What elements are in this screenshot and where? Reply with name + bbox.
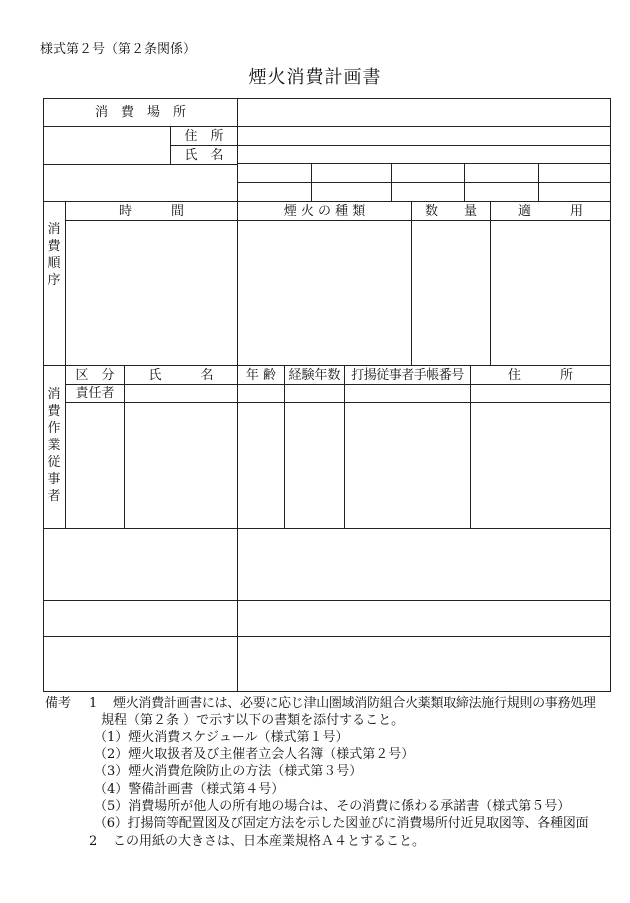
attachment-item: （1）煙火消費スケジュール（様式第１号） xyxy=(94,730,349,745)
consumption-place-label: 消 費 場 所 xyxy=(94,105,186,120)
header-worker-name: 氏 名 xyxy=(148,368,214,383)
attachment-item: （6）打揚筒等配置図及び固定方法を示した図並びに消費場所付近見取図等、各種図面 xyxy=(94,816,589,831)
note-1-text-cont: 規程（第２条 ）で示す以下の書類を添付すること。 xyxy=(101,713,405,728)
note-2-number: 2 xyxy=(89,834,98,849)
header-quantity: 数 量 xyxy=(424,204,477,219)
header-experience-years: 経験年数 xyxy=(288,368,341,383)
address-label: 住 所 xyxy=(184,129,224,144)
page-title: 煙火消費計画書 xyxy=(248,67,382,88)
header-handbook-number: 打揚従事者手帳番号 xyxy=(351,368,464,383)
order-section-label: 消費順序 xyxy=(47,222,61,288)
name-label: 氏 名 xyxy=(184,148,224,163)
attachment-item: （4）警備計画書（様式第４号） xyxy=(94,782,285,797)
notes-label: 備考 xyxy=(45,696,72,711)
attachment-item: （5）消費場所が他人の所有地の場合は、その消費に係わる承諾書（様式第５号） xyxy=(94,799,571,814)
responsible-person-label: 責任者 xyxy=(75,386,115,401)
attachment-item: （2）煙火取扱者及び主催者立会人名簿（様式第２号） xyxy=(94,747,415,762)
note-1-text: 煙火消費計画書には、必要に応じ津山圏域消防組合火薬類取締法施行規則の事務処理 xyxy=(113,696,596,711)
header-age: 年 齢 xyxy=(245,368,277,383)
attachment-item: （3）煙火消費危険防止の方法（様式第３号） xyxy=(94,764,363,779)
header-firework-type: 煙 火 の 種 類 xyxy=(283,204,366,219)
header-time: 時 間 xyxy=(118,204,184,219)
note-2-text: この用紙の大きさは、日本産業規格Ａ４とすること。 xyxy=(113,834,426,849)
form-number: 様式第２号（第２条関係） xyxy=(40,42,197,57)
header-category: 区 分 xyxy=(75,368,115,383)
header-remarks: 適 用 xyxy=(517,204,583,219)
header-worker-address: 住 所 xyxy=(507,368,573,383)
worker-section-label: 消費作業従事者 xyxy=(47,387,61,504)
note-1-number: 1 xyxy=(89,696,98,711)
